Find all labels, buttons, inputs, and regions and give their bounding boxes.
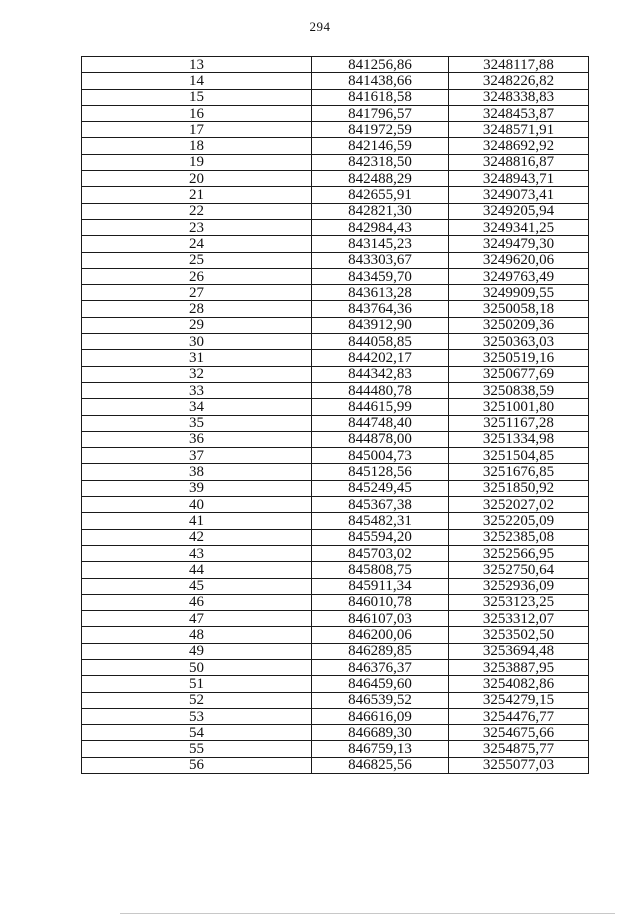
y-coordinate-cell: 3250209,36 <box>449 317 589 333</box>
y-coordinate-cell: 3251334,98 <box>449 431 589 447</box>
y-coordinate-cell: 3251504,85 <box>449 448 589 464</box>
point-number-cell: 15 <box>82 89 312 105</box>
point-number-cell: 20 <box>82 171 312 187</box>
table-row <box>82 350 589 366</box>
y-coordinate-cell: 3250363,03 <box>449 334 589 350</box>
point-number-cell: 27 <box>82 285 312 301</box>
table-row <box>82 513 589 529</box>
table-row <box>82 692 589 708</box>
point-number-cell: 56 <box>82 757 312 773</box>
table-row <box>82 399 589 415</box>
x-coordinate-cell: 841796,57 <box>312 105 449 121</box>
y-coordinate-cell: 3248226,82 <box>449 73 589 89</box>
y-coordinate-cell: 3252750,64 <box>449 562 589 578</box>
y-coordinate-cell: 3252566,95 <box>449 545 589 561</box>
x-coordinate-cell: 844615,99 <box>312 399 449 415</box>
x-coordinate-cell: 846010,78 <box>312 594 449 610</box>
table-row <box>82 545 589 561</box>
y-coordinate-cell: 3254875,77 <box>449 741 589 757</box>
x-coordinate-cell: 846289,85 <box>312 643 449 659</box>
x-coordinate-cell: 846539,52 <box>312 692 449 708</box>
x-coordinate-cell: 841618,58 <box>312 89 449 105</box>
table-row <box>82 741 589 757</box>
y-coordinate-cell: 3253312,07 <box>449 611 589 627</box>
y-coordinate-cell: 3251676,85 <box>449 464 589 480</box>
x-coordinate-cell: 843764,36 <box>312 301 449 317</box>
point-number-cell: 36 <box>82 431 312 447</box>
table-row <box>82 382 589 398</box>
point-number-cell: 44 <box>82 562 312 578</box>
y-coordinate-cell: 3251001,80 <box>449 399 589 415</box>
y-coordinate-cell: 3250519,16 <box>449 350 589 366</box>
table-row <box>82 562 589 578</box>
y-coordinate-cell: 3250838,59 <box>449 382 589 398</box>
x-coordinate-cell: 844058,85 <box>312 334 449 350</box>
x-coordinate-cell: 845808,75 <box>312 562 449 578</box>
point-number-cell: 13 <box>82 57 312 73</box>
y-coordinate-cell: 3251850,92 <box>449 480 589 496</box>
table-row <box>82 105 589 121</box>
table-row <box>82 708 589 724</box>
point-number-cell: 30 <box>82 334 312 350</box>
y-coordinate-cell: 3252936,09 <box>449 578 589 594</box>
point-number-cell: 29 <box>82 317 312 333</box>
x-coordinate-cell: 846200,06 <box>312 627 449 643</box>
x-coordinate-cell: 843912,90 <box>312 317 449 333</box>
y-coordinate-cell: 3249205,94 <box>449 203 589 219</box>
point-number-cell: 48 <box>82 627 312 643</box>
x-coordinate-cell: 844202,17 <box>312 350 449 366</box>
y-coordinate-cell: 3252205,09 <box>449 513 589 529</box>
table-row <box>82 659 589 675</box>
y-coordinate-cell: 3254476,77 <box>449 708 589 724</box>
table-row <box>82 122 589 138</box>
x-coordinate-cell: 843613,28 <box>312 285 449 301</box>
point-number-cell: 39 <box>82 480 312 496</box>
table-row <box>82 643 589 659</box>
point-number-cell: 49 <box>82 643 312 659</box>
y-coordinate-cell: 3249479,30 <box>449 236 589 252</box>
table-row <box>82 187 589 203</box>
table-row <box>82 676 589 692</box>
y-coordinate-cell: 3249341,25 <box>449 219 589 235</box>
x-coordinate-cell: 845703,02 <box>312 545 449 561</box>
point-number-cell: 41 <box>82 513 312 529</box>
point-number-cell: 26 <box>82 268 312 284</box>
table-row <box>82 285 589 301</box>
point-number-cell: 51 <box>82 676 312 692</box>
point-number-cell: 55 <box>82 741 312 757</box>
point-number-cell: 19 <box>82 154 312 170</box>
point-number-cell: 32 <box>82 366 312 382</box>
table-row <box>82 627 589 643</box>
point-number-cell: 28 <box>82 301 312 317</box>
point-number-cell: 35 <box>82 415 312 431</box>
y-coordinate-cell: 3250058,18 <box>449 301 589 317</box>
table-row <box>82 497 589 513</box>
coordinates-table-body <box>82 57 589 774</box>
x-coordinate-cell: 842821,30 <box>312 203 449 219</box>
x-coordinate-cell: 842655,91 <box>312 187 449 203</box>
table-row <box>82 757 589 773</box>
point-number-cell: 21 <box>82 187 312 203</box>
table-row <box>82 138 589 154</box>
y-coordinate-cell: 3248816,87 <box>449 154 589 170</box>
table-row <box>82 73 589 89</box>
point-number-cell: 37 <box>82 448 312 464</box>
coordinates-table <box>81 56 589 774</box>
y-coordinate-cell: 3248338,83 <box>449 89 589 105</box>
y-coordinate-cell: 3248692,92 <box>449 138 589 154</box>
y-coordinate-cell: 3248571,91 <box>449 122 589 138</box>
table-row <box>82 578 589 594</box>
x-coordinate-cell: 842488,29 <box>312 171 449 187</box>
y-coordinate-cell: 3253694,48 <box>449 643 589 659</box>
table-row <box>82 431 589 447</box>
point-number-cell: 40 <box>82 497 312 513</box>
y-coordinate-cell: 3250677,69 <box>449 366 589 382</box>
point-number-cell: 31 <box>82 350 312 366</box>
y-coordinate-cell: 3254279,15 <box>449 692 589 708</box>
y-coordinate-cell: 3255077,03 <box>449 757 589 773</box>
table-row <box>82 415 589 431</box>
table-row <box>82 594 589 610</box>
x-coordinate-cell: 845594,20 <box>312 529 449 545</box>
table-row <box>82 57 589 73</box>
point-number-cell: 47 <box>82 611 312 627</box>
table-row <box>82 236 589 252</box>
point-number-cell: 43 <box>82 545 312 561</box>
point-number-cell: 25 <box>82 252 312 268</box>
table-row <box>82 268 589 284</box>
y-coordinate-cell: 3252027,02 <box>449 497 589 513</box>
y-coordinate-cell: 3253887,95 <box>449 659 589 675</box>
x-coordinate-cell: 841256,86 <box>312 57 449 73</box>
x-coordinate-cell: 845249,45 <box>312 480 449 496</box>
point-number-cell: 16 <box>82 105 312 121</box>
point-number-cell: 50 <box>82 659 312 675</box>
table-row <box>82 529 589 545</box>
x-coordinate-cell: 845911,34 <box>312 578 449 594</box>
x-coordinate-cell: 846616,09 <box>312 708 449 724</box>
table-row <box>82 317 589 333</box>
point-number-cell: 22 <box>82 203 312 219</box>
table-row <box>82 464 589 480</box>
point-number-cell: 18 <box>82 138 312 154</box>
point-number-cell: 17 <box>82 122 312 138</box>
table-row <box>82 725 589 741</box>
y-coordinate-cell: 3248453,87 <box>449 105 589 121</box>
point-number-cell: 46 <box>82 594 312 610</box>
x-coordinate-cell: 843459,70 <box>312 268 449 284</box>
x-coordinate-cell: 841972,59 <box>312 122 449 138</box>
point-number-cell: 42 <box>82 529 312 545</box>
y-coordinate-cell: 3249763,49 <box>449 268 589 284</box>
x-coordinate-cell: 842146,59 <box>312 138 449 154</box>
x-coordinate-cell: 844480,78 <box>312 382 449 398</box>
y-coordinate-cell: 3253502,50 <box>449 627 589 643</box>
y-coordinate-cell: 3254082,86 <box>449 676 589 692</box>
point-number-cell: 38 <box>82 464 312 480</box>
x-coordinate-cell: 846376,37 <box>312 659 449 675</box>
bottom-rule <box>120 913 615 914</box>
x-coordinate-cell: 844878,00 <box>312 431 449 447</box>
x-coordinate-cell: 844748,40 <box>312 415 449 431</box>
x-coordinate-cell: 843303,67 <box>312 252 449 268</box>
y-coordinate-cell: 3253123,25 <box>449 594 589 610</box>
x-coordinate-cell: 842984,43 <box>312 219 449 235</box>
x-coordinate-cell: 846689,30 <box>312 725 449 741</box>
point-number-cell: 34 <box>82 399 312 415</box>
x-coordinate-cell: 845004,73 <box>312 448 449 464</box>
x-coordinate-cell: 846759,13 <box>312 741 449 757</box>
x-coordinate-cell: 844342,83 <box>312 366 449 382</box>
y-coordinate-cell: 3251167,28 <box>449 415 589 431</box>
table-row <box>82 448 589 464</box>
table-row <box>82 203 589 219</box>
y-coordinate-cell: 3249909,55 <box>449 285 589 301</box>
point-number-cell: 45 <box>82 578 312 594</box>
y-coordinate-cell: 3252385,08 <box>449 529 589 545</box>
y-coordinate-cell: 3254675,66 <box>449 725 589 741</box>
table-row <box>82 611 589 627</box>
point-number-cell: 53 <box>82 708 312 724</box>
y-coordinate-cell: 3249073,41 <box>449 187 589 203</box>
x-coordinate-cell: 845128,56 <box>312 464 449 480</box>
x-coordinate-cell: 842318,50 <box>312 154 449 170</box>
table-row <box>82 301 589 317</box>
x-coordinate-cell: 846825,56 <box>312 757 449 773</box>
y-coordinate-cell: 3248117,88 <box>449 57 589 73</box>
y-coordinate-cell: 3248943,71 <box>449 171 589 187</box>
table-row <box>82 154 589 170</box>
point-number-cell: 14 <box>82 73 312 89</box>
point-number-cell: 23 <box>82 219 312 235</box>
x-coordinate-cell: 846459,60 <box>312 676 449 692</box>
table-row <box>82 219 589 235</box>
x-coordinate-cell: 841438,66 <box>312 73 449 89</box>
table-row <box>82 89 589 105</box>
x-coordinate-cell: 845482,31 <box>312 513 449 529</box>
table-row <box>82 480 589 496</box>
table-row <box>82 171 589 187</box>
point-number-cell: 24 <box>82 236 312 252</box>
table-row <box>82 334 589 350</box>
x-coordinate-cell: 845367,38 <box>312 497 449 513</box>
x-coordinate-cell: 846107,03 <box>312 611 449 627</box>
y-coordinate-cell: 3249620,06 <box>449 252 589 268</box>
table-row <box>82 252 589 268</box>
point-number-cell: 52 <box>82 692 312 708</box>
point-number-cell: 54 <box>82 725 312 741</box>
point-number-cell: 33 <box>82 382 312 398</box>
x-coordinate-cell: 843145,23 <box>312 236 449 252</box>
table-row <box>82 366 589 382</box>
page-number: 294 <box>309 19 331 34</box>
